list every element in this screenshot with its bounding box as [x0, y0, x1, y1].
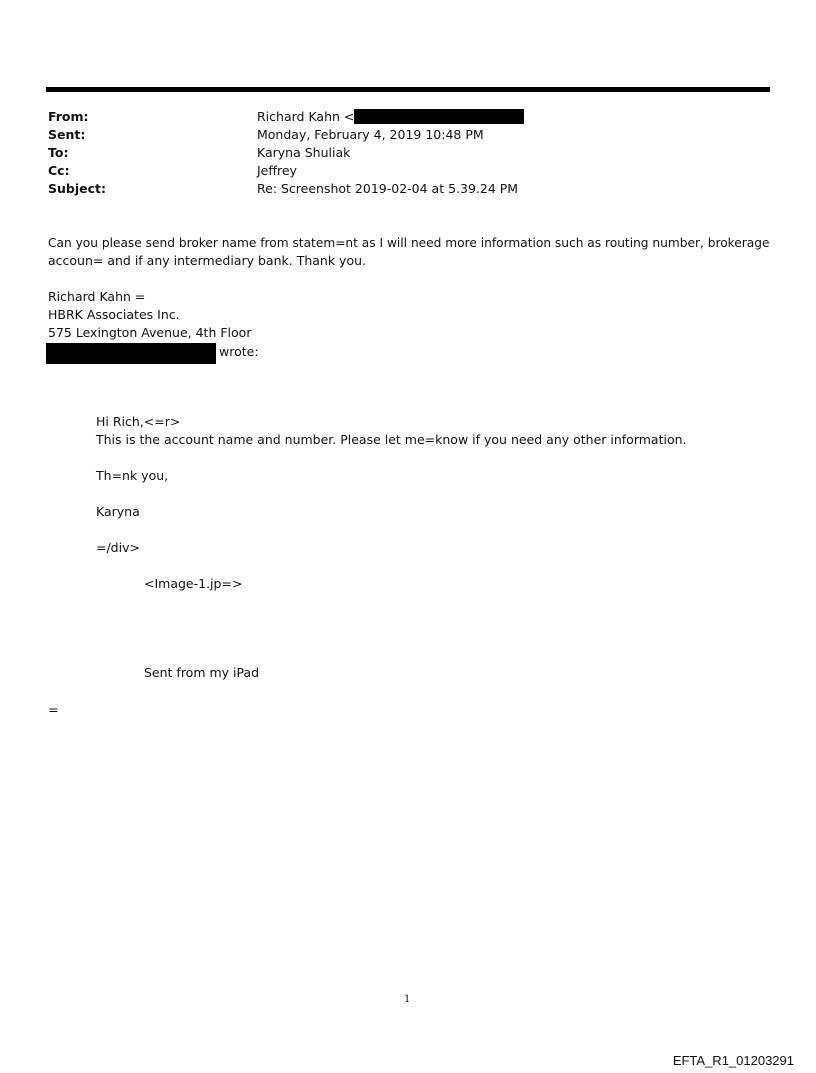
from-value: [257, 108, 524, 126]
header-divider: [46, 87, 770, 92]
redacted-sender: [46, 343, 216, 364]
signature-company: HBRK Associates Inc.: [48, 307, 180, 322]
to-value: Karyna Shuliak: [257, 145, 351, 160]
to-label: To:: [48, 145, 69, 160]
sent-value: Monday, February 4, 2019 10:48 PM: [257, 127, 484, 142]
body-line-2: accoun= and if any intermediary bank. Thank you.: [48, 253, 366, 268]
quote-line: This is the account name and number. Please let me=know if you need any other information.: [96, 432, 687, 447]
signature-address: 575 Lexington Avenue, 4th Floor: [48, 325, 252, 340]
page-number: 1: [404, 994, 411, 1005]
from-label: From:: [48, 109, 89, 124]
subject-label: Subject:: [48, 181, 106, 196]
quote-name: Karyna: [96, 504, 140, 519]
cc-value: Jeffrey: [257, 163, 297, 178]
sent-from-ipad: Sent from my iPad: [144, 665, 260, 680]
from-sender: Richard Kahn <: [257, 109, 355, 124]
document-id: EFTA_R1_01203291: [672, 1053, 794, 1068]
body-line-1: Can you please send broker name from statem=nt as I will need more information such as routing number, brokerage: [48, 236, 770, 250]
redacted-email: [354, 109, 524, 124]
quote-div: =/div>: [96, 540, 140, 555]
image-reference: <Image-1.jp=>: [144, 576, 243, 591]
quote-greeting: Hi Rich,<=r>: [96, 414, 181, 429]
wrote-text: wrote:: [219, 344, 259, 359]
trailing-equals: =: [48, 702, 59, 717]
cc-label: Cc:: [48, 163, 70, 178]
quote-thanks: Th=nk you,: [96, 468, 169, 483]
signature-name: Richard Kahn =: [48, 289, 146, 304]
subject-value: Re: Screenshot 2019-02-04 at 5.39.24 PM: [257, 181, 519, 196]
sent-label: Sent:: [48, 127, 86, 142]
